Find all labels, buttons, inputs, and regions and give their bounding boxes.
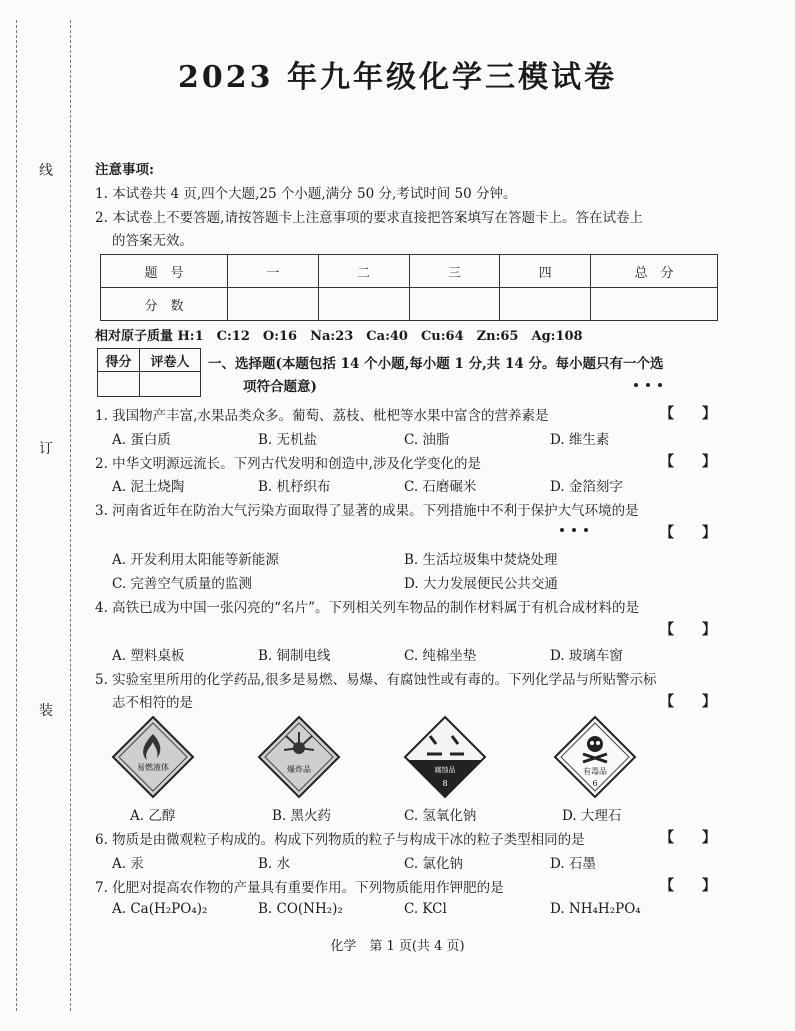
answer-bracket-4: 【 】 [660,622,716,638]
score-row-label: 分 数 [101,288,228,321]
question-7-stem: 7. 化肥对提高农作物的产量具有重要作用。下列物质能用作钾肥的是 [95,880,504,896]
notice-item-1: 1. 本试卷共 4 页,四个大题,25 个小题,满分 50 分,考试时间 50 分钟。 [95,186,517,202]
notice-heading: 注意事项: [95,162,154,178]
q1-option-b: B. 无机盐 [258,432,318,448]
score-cell [500,288,591,321]
question-3-stem: 3. 河南省近年在防治大气污染方面取得了显著的成果。下列措施中不利于保护大气环境的是 [95,503,639,519]
q2-option-d: D. 金箔刻字 [550,479,623,495]
notice-item-2-cont: 的答案无效。 [112,233,193,249]
q2-option-a: A. 泥土烧陶 [112,479,185,495]
q7-option-b: B. CO(NH₂)₂ [258,901,343,917]
explosive-symbol [256,714,342,800]
score-cell [591,288,718,321]
corrosive-symbol [402,714,488,800]
binding-line-inner [70,20,71,1011]
grader-score-label: 得分 [98,349,140,372]
question-5-stem: 5. 实验室里所用的化学药品,很多是易燃、易爆、有腐蚀性或有毒的。下列化学品与所贴警示标 [95,672,657,688]
symbol-number: 6 [592,779,598,788]
q4-option-c: C. 纯棉坐垫 [404,648,477,664]
symbol-label: 腐蚀品 [434,766,456,774]
q5-option-d: D. 大理石 [562,808,622,824]
symbol-label: 爆炸品 [287,765,311,774]
q1-option-c: C. 油脂 [404,432,450,448]
score-cell [409,288,500,321]
flammable-liquid-symbol [110,714,196,800]
symbol-number: 8 [442,779,448,788]
question-4-stem: 4. 高铁已成为中国一张闪亮的“名片”。下列相关列车物品的制作材料属于有机合成材料的是 [95,600,639,616]
answer-bracket-1: 【 】 [660,406,716,422]
q3-option-c: C. 完善空气质量的监测 [112,576,252,592]
q2-option-b: B. 机杼织布 [258,479,331,495]
symbol-label: 易燃液体 [137,763,169,772]
toxic-symbol [552,714,638,800]
question-6-stem: 6. 物质是由微观粒子构成的。构成下列物质的粒子与构成干冰的粒子类型相同的是 [95,832,585,848]
answer-bracket-3: 【 】 [660,525,716,541]
answer-bracket-6: 【 】 [660,830,716,846]
q4-option-d: D. 玻璃车窗 [550,648,623,664]
margin-char-xian: 线 [39,163,53,179]
q4-option-a: A. 塑料桌板 [112,648,185,664]
grader-score-cell [98,372,140,397]
q2-option-c: C. 石磨碾米 [404,479,477,495]
margin-char-zhuang: 装 [39,703,53,719]
score-cell [318,288,409,321]
q5-option-b: B. 黑火药 [272,808,332,824]
emphasis-dots [560,517,596,536]
question-1-stem: 1. 我国物产丰富,水果品类众多。葡萄、荔枝、枇杷等水果中富含的营养素是 [95,408,549,424]
score-header-total: 总 分 [591,255,718,288]
q6-option-d: D. 石墨 [550,856,596,872]
q4-option-b: B. 铜制电线 [258,648,331,664]
score-header-3: 三 [409,255,500,288]
q1-option-d: D. 维生素 [550,432,610,448]
grader-name-cell [140,372,201,397]
grader-box [97,348,201,397]
margin-char-ding: 订 [39,441,53,457]
page-footer: 化学 第 1 页(共 4 页) [330,939,465,954]
q6-option-b: B. 水 [258,856,291,872]
score-header-4: 四 [500,255,591,288]
q6-option-a: A. 汞 [112,856,144,872]
section1-heading: 一、选择题(本题包括 14 个小题,每小题 1 分,共 14 分。每小题只有一个选 [208,356,664,372]
symbol-label: 有毒品 [583,767,607,776]
score-header-1: 一 [228,255,319,288]
answer-bracket-2: 【 】 [660,454,716,470]
notice-item-2: 2. 本试卷上不要答题,请按答题卡上注意事项的要求直接把答案填写在答题卡上。答在试卷上 [95,210,643,226]
q3-option-b: B. 生活垃圾集中焚烧处理 [404,552,558,568]
q7-option-c: C. KCl [404,901,447,917]
answer-bracket-5: 【 】 [660,694,716,710]
score-header-label: 题 号 [101,255,228,288]
q5-option-c: C. 氢氧化钠 [404,808,477,824]
q7-option-a: A. Ca(H₂PO₄)₂ [112,901,208,917]
score-header-2: 二 [318,255,409,288]
score-cell [228,288,319,321]
q5-option-a: A. 乙醇 [130,808,176,824]
question-5-stem-cont: 志不相符的是 [112,695,193,711]
emphasis-dots [634,372,670,391]
q3-option-d: D. 大力发展便民公共交通 [404,576,558,592]
exam-title: 2023 年九年级化学三模试卷 [178,60,617,95]
atomic-mass-line: 相对原子质量 H:1 C:12 O:16 Na:23 Ca:40 Cu:64 Zn:65 Ag:108 [95,329,583,344]
binding-line-outer [16,20,17,1011]
q1-option-a: A. 蛋白质 [112,432,171,448]
score-table [100,254,718,321]
q3-option-a: A. 开发利用太阳能等新能源 [112,552,279,568]
question-2-stem: 2. 中华文明源远流长。下列古代发明和创造中,涉及化学变化的是 [95,456,481,472]
grader-name-label: 评卷人 [140,349,201,372]
q6-option-c: C. 氯化钠 [404,856,463,872]
q7-option-d: D. NH₄H₂PO₄ [550,901,641,917]
section1-heading-cont: 项符合题意) [243,379,317,395]
answer-bracket-7: 【 】 [660,878,716,894]
